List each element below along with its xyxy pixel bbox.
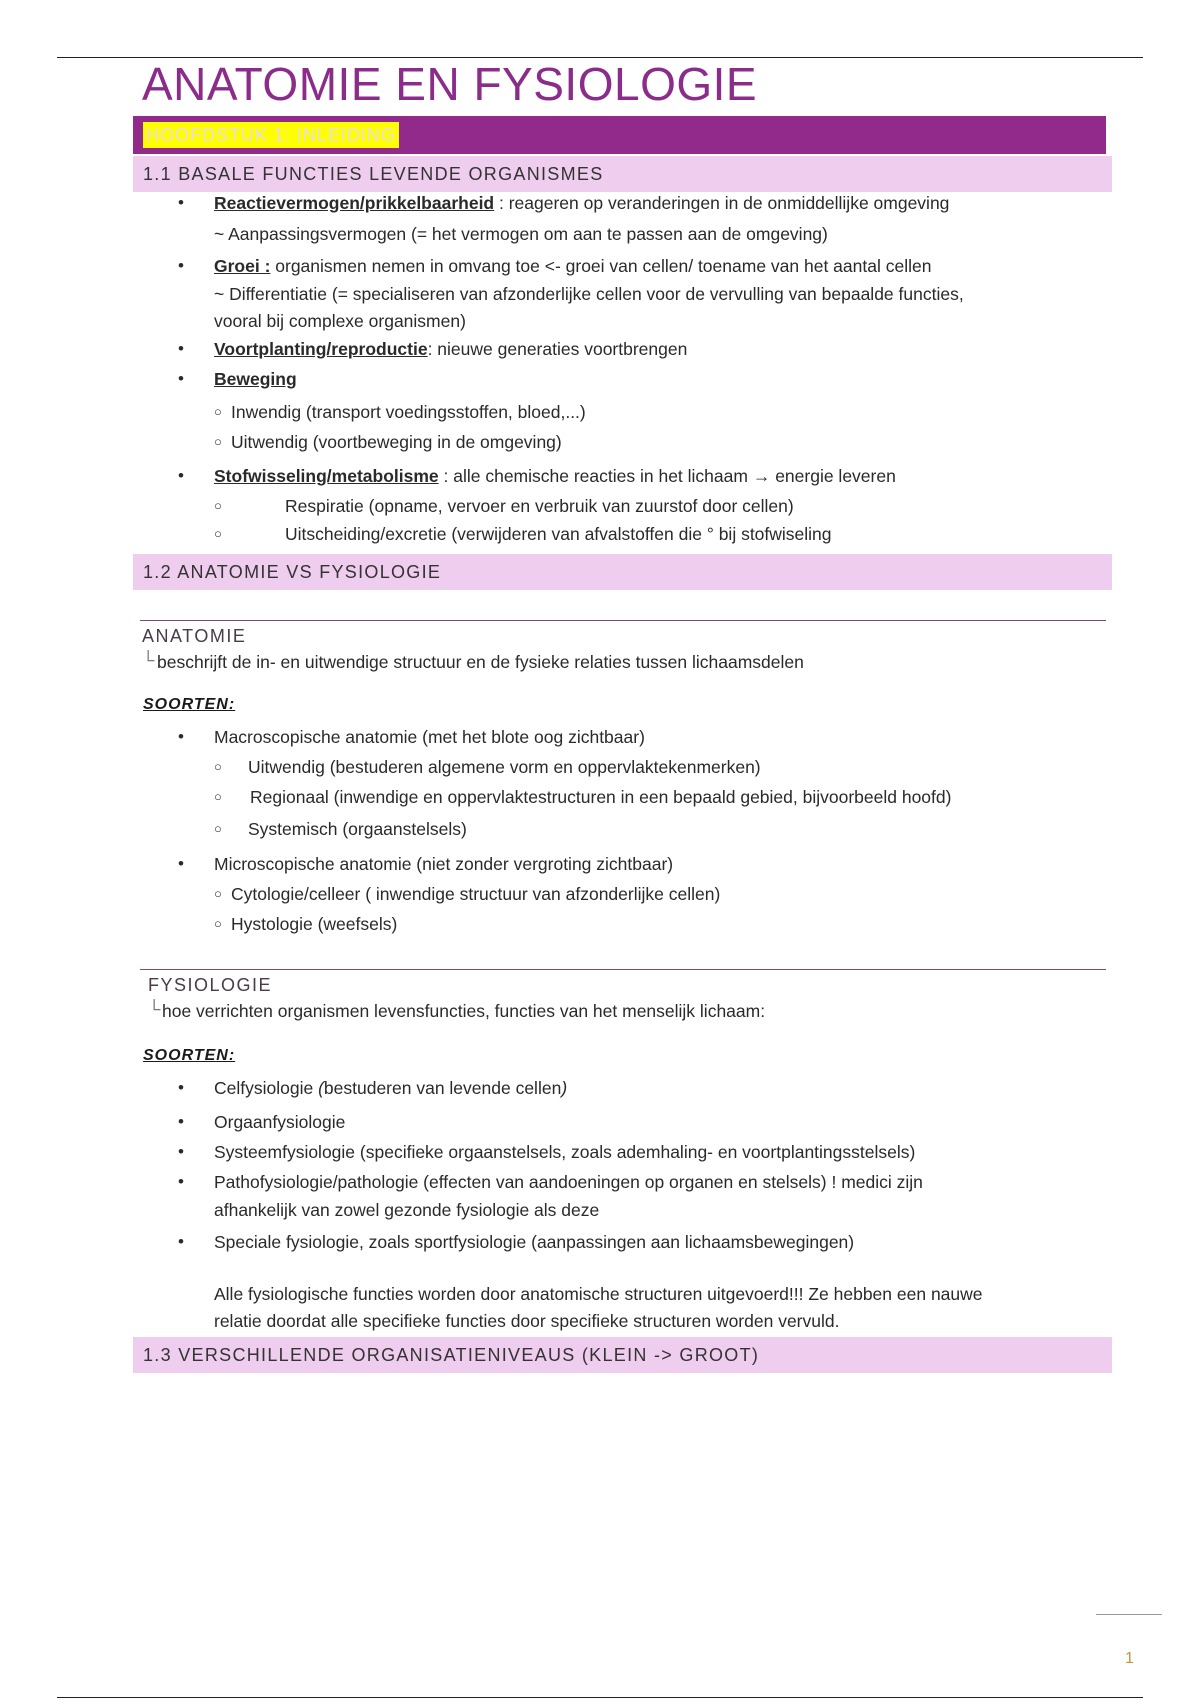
bullet: • <box>178 1078 184 1097</box>
term-stofwisseling: Stofwisseling/metabolisme <box>214 466 439 486</box>
sub-hystologie: Hystologie (weefsels) <box>231 914 398 934</box>
circle-marker: ○ <box>214 886 222 901</box>
circle-marker: ○ <box>214 759 222 774</box>
term-beweging: Beweging <box>214 369 297 389</box>
fysiologie-rule <box>140 969 1106 970</box>
bullet: • <box>178 1142 184 1161</box>
circle-marker: ○ <box>214 498 222 513</box>
bullet: • <box>178 256 184 275</box>
bullet-celfysiologie <box>214 1078 567 1099</box>
circle-marker: ○ <box>214 404 222 419</box>
anatomie-rule <box>140 620 1106 621</box>
section-1-1-heading: 1.1 BASALE FUNCTIES LEVENDE ORGANISMES <box>143 164 604 184</box>
bullet: • <box>178 1172 184 1191</box>
arrow-icon: → <box>752 466 771 486</box>
term-voortplanting: Voortplanting/reproductie <box>214 339 428 359</box>
sub-aanpassingsvermogen: ~ Aanpassingsvermogen (= het vermogen om aan te passen aan de omgeving) <box>214 224 828 244</box>
bullet: • <box>178 854 184 873</box>
bullet-text: energie leveren <box>770 466 896 486</box>
bullet: • <box>178 339 184 358</box>
bullet-macroscopisch: Macroscopische anatomie (met het blote oog zichtbaar) <box>214 727 645 747</box>
corner-marker: └ <box>148 999 161 1019</box>
bullet-beweging <box>214 369 297 390</box>
bullet-text: : nieuwe generaties voortbrengen <box>427 339 688 359</box>
sub-systemisch: Systemisch (orgaanstelsels) <box>248 819 467 839</box>
bullet-pathofysiologie-cont: afhankelijk van zowel gezonde fysiologie als deze <box>214 1200 600 1220</box>
bottom-rule <box>57 1697 1143 1698</box>
bullet-speciale-fysiologie: Speciale fysiologie, zoals sportfysiologie (aanpassingen aan lichaamsbewegingen) <box>214 1232 855 1252</box>
bullet-systeemfysiologie: Systeemfysiologie (specifieke orgaanstelsels, zoals ademhaling- en voortplantingsstelsels) <box>214 1142 916 1162</box>
fysiologie-title: FYSIOLOGIE <box>148 975 273 995</box>
anatomie-title: ANATOMIE <box>142 626 247 646</box>
term-groei: Groei : <box>214 256 271 276</box>
sub-respiratie: Respiratie (opname, vervoer en verbruik van zuurstof door cellen) <box>285 496 794 516</box>
soorten-label: SOORTEN: <box>143 696 236 713</box>
anatomie-description: beschrijft de in- en uitwendige structuur en de fysieke relaties tussen lichaamsdelen <box>157 652 804 672</box>
circle-marker: ○ <box>214 789 222 804</box>
chapter-label: HOOFDSTUK 1: INLEIDING <box>143 122 399 148</box>
circle-marker: ○ <box>214 916 222 931</box>
circle-marker: ○ <box>214 434 222 449</box>
bullet: • <box>178 1112 184 1131</box>
fysiologie-description: hoe verrichten organismen levensfuncties, functies van het menselijk lichaam: <box>162 1001 766 1021</box>
bullet-voortplanting <box>214 339 687 360</box>
sub-differentiatie-2: vooral bij complexe organismen) <box>214 311 466 331</box>
corner-marker: └ <box>142 650 155 670</box>
page-number-rule <box>1096 1614 1162 1615</box>
bullet-text: bestuderen van levende cellen <box>323 1078 562 1098</box>
section-1-3-heading: 1.3 VERSCHILLENDE ORGANISATIENIVEAUS (KLEIN -> GROOT) <box>143 1345 760 1365</box>
bullet-text: : alle chemische reacties in het lichaam <box>438 466 748 486</box>
sub-differentiatie-1: ~ Differentiatie (= specialiseren van afzonderlijke cellen voor de vervulling van bepaalde functies, <box>214 284 964 304</box>
bullet: • <box>178 193 184 212</box>
soorten-label: SOORTEN: <box>143 1047 236 1064</box>
bullet: • <box>178 466 184 485</box>
bullet-reactievermogen <box>214 193 949 214</box>
page-number: 1 <box>1125 1650 1134 1667</box>
bullet-groei <box>214 256 931 277</box>
bullet-text: Celfysiologie <box>214 1078 319 1098</box>
sub-uitscheiding: Uitscheiding/excretie (verwijderen van afvalstoffen die ° bij stofwiseling <box>285 524 832 544</box>
bullet: • <box>178 1232 184 1251</box>
sub-regionaal: Regionaal (inwendige en oppervlaktestructuren in een bepaald gebied, bijvoorbeeld hoofd) <box>250 787 952 807</box>
circle-marker: ○ <box>214 821 222 836</box>
sub-uitwendig: Uitwendig (voortbeweging in de omgeving) <box>231 432 562 452</box>
bullet-text: organismen nemen in omvang toe <- groei van cellen/ toename van het aantal cellen <box>270 256 932 276</box>
bullet: • <box>178 727 184 746</box>
document-title: ANATOMIE EN FYSIOLOGIE <box>142 58 758 110</box>
bullet-text-italic: ( <box>318 1078 324 1098</box>
bullet-pathofysiologie: Pathofysiologie/pathologie (effecten van aandoeningen op organen en stelsels) ! medici zijn <box>214 1172 923 1192</box>
section-1-2-heading: 1.2 ANATOMIE VS FYSIOLOGIE <box>143 562 442 582</box>
bullet-stofwisseling <box>214 466 896 487</box>
sub-uitwendig-anatomie: Uitwendig (bestuderen algemene vorm en oppervlaktekenmerken) <box>248 757 761 777</box>
note-line-2: relatie doordat alle specifieke functies door specifieke structuren worden vervuld. <box>214 1311 840 1331</box>
bullet-text-italic: ) <box>561 1078 568 1098</box>
bullet: • <box>178 369 184 388</box>
bullet-text: : reageren op veranderingen in de onmiddellijke omgeving <box>494 193 950 213</box>
bullet-microscopisch: Microscopische anatomie (niet zonder vergroting zichtbaar) <box>214 854 674 874</box>
bullet-orgaanfysiologie: Orgaanfysiologie <box>214 1112 346 1132</box>
sub-inwendig: Inwendig (transport voedingsstoffen, bloed,...) <box>231 402 586 422</box>
note-line-1: Alle fysiologische functies worden door anatomische structuren uitgevoerd!!! Ze hebben een nauwe <box>214 1284 983 1304</box>
sub-cytologie: Cytologie/celleer ( inwendige structuur van afzonderlijke cellen) <box>231 884 721 904</box>
circle-marker: ○ <box>214 526 222 541</box>
term-reactievermogen: Reactievermogen/prikkelbaarheid <box>214 193 495 213</box>
